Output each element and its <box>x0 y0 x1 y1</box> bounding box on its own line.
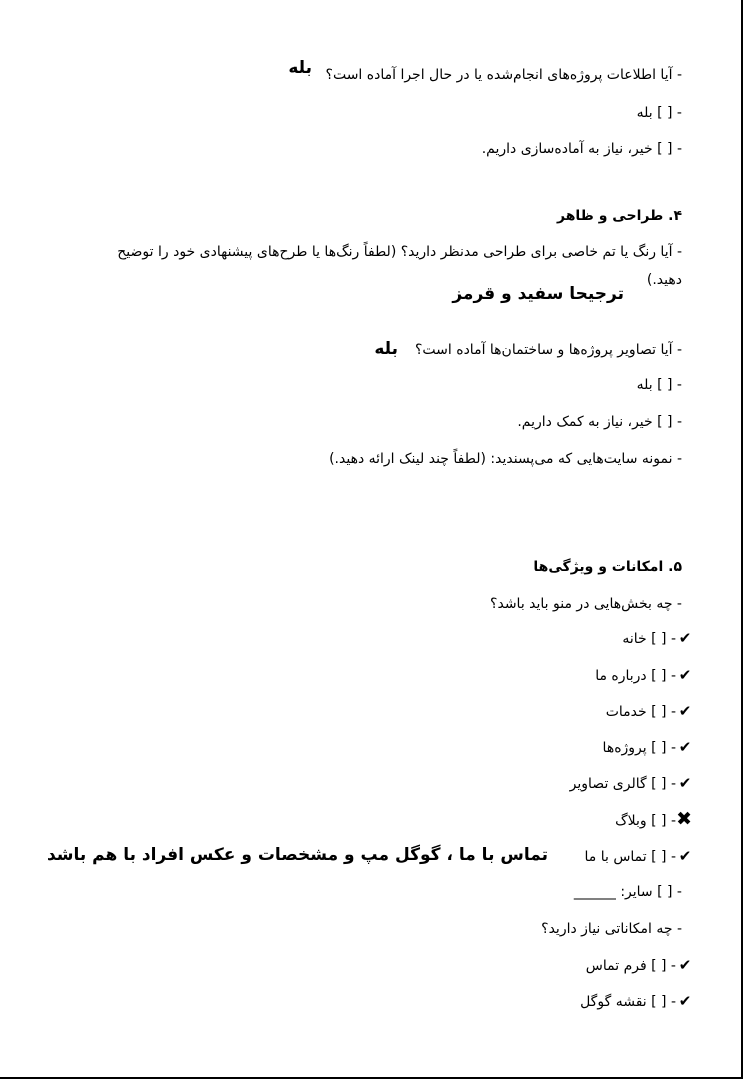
feature-item-label: - [ ] فرم تماس <box>585 958 676 974</box>
design-heading: ۴. طراحی و ظاهر <box>557 208 682 224</box>
check-icon: ✔ <box>678 847 692 865</box>
project-info-question: - آیا اطلاعات پروژه‌های انجام‌شده یا در حال اجرا آماده است؟ <box>325 67 682 83</box>
project-info-option-yes[interactable]: - [ ] بله <box>636 105 682 121</box>
menu-item-services[interactable] <box>606 702 692 721</box>
menu-item-label: - [ ] درباره ما <box>595 668 676 684</box>
menu-item-home[interactable] <box>622 629 692 648</box>
menu-item-projects[interactable] <box>603 738 692 757</box>
check-icon: ✔ <box>678 738 692 756</box>
feature-item-google-map[interactable] <box>580 992 692 1011</box>
cross-icon: ✖ <box>676 808 692 830</box>
check-icon: ✔ <box>678 956 692 974</box>
menu-item-other[interactable]: - [ ] سایر: ______ <box>573 884 682 900</box>
menu-question: - چه بخش‌هایی در منو باید باشد؟ <box>490 596 682 612</box>
features-question: - چه امکاناتی نیاز دارید؟ <box>541 921 682 937</box>
check-icon: ✔ <box>678 702 692 720</box>
menu-item-label: - [ ] تماس با ما <box>584 849 676 865</box>
images-question: - آیا تصاویر پروژه‌ها و ساختمان‌ها آماده است؟ <box>414 342 682 358</box>
menu-item-label: - [ ] وبلاگ <box>615 813 676 829</box>
menu-item-label: - [ ] خانه <box>622 631 676 647</box>
features-heading: ۵. امکانات و ویژگی‌ها <box>533 559 682 575</box>
sample-sites-question: - نمونه سایت‌هایی که می‌پسندید: (لطفاً چند لینک ارائه دهید.) <box>329 451 682 467</box>
feature-item-contact-form[interactable] <box>586 956 692 975</box>
contact-note: تماس با ما ، گوگل مپ و مشخصات و عکس افراد با هم باشد <box>46 845 548 865</box>
menu-item-label: - [ ] خدمات <box>605 704 676 720</box>
menu-item-label: - [ ] پروژه‌ها <box>602 740 676 756</box>
check-icon: ✔ <box>678 666 692 684</box>
color-question: - آیا رنگ یا تم خاصی برای طراحی مدنظر دارید؟ (لطفاً رنگ‌ها یا طرح‌های پیشنهادی خود را توضیح دهید.) <box>117 244 682 288</box>
menu-item-gallery[interactable] <box>570 774 692 793</box>
project-info-answer: بله <box>288 58 312 78</box>
feature-item-label: - [ ] نقشه گوگل <box>580 994 676 1010</box>
check-icon: ✔ <box>678 629 692 647</box>
images-option-yes[interactable]: - [ ] بله <box>636 377 682 393</box>
images-option-no[interactable]: - [ ] خیر، نیاز به کمک داریم. <box>517 414 682 430</box>
check-icon: ✔ <box>678 992 692 1010</box>
menu-item-contact[interactable] <box>585 847 693 866</box>
menu-item-blog[interactable] <box>615 810 692 830</box>
check-icon: ✔ <box>678 774 692 792</box>
images-answer: بله <box>374 339 398 359</box>
project-info-option-no[interactable]: - [ ] خیر، نیاز به آماده‌سازی داریم. <box>481 141 682 157</box>
menu-item-label: - [ ] گالری تصاویر <box>569 776 676 792</box>
color-answer: ترجیحا سفید و قرمز <box>452 284 624 304</box>
menu-item-about[interactable] <box>595 666 692 685</box>
